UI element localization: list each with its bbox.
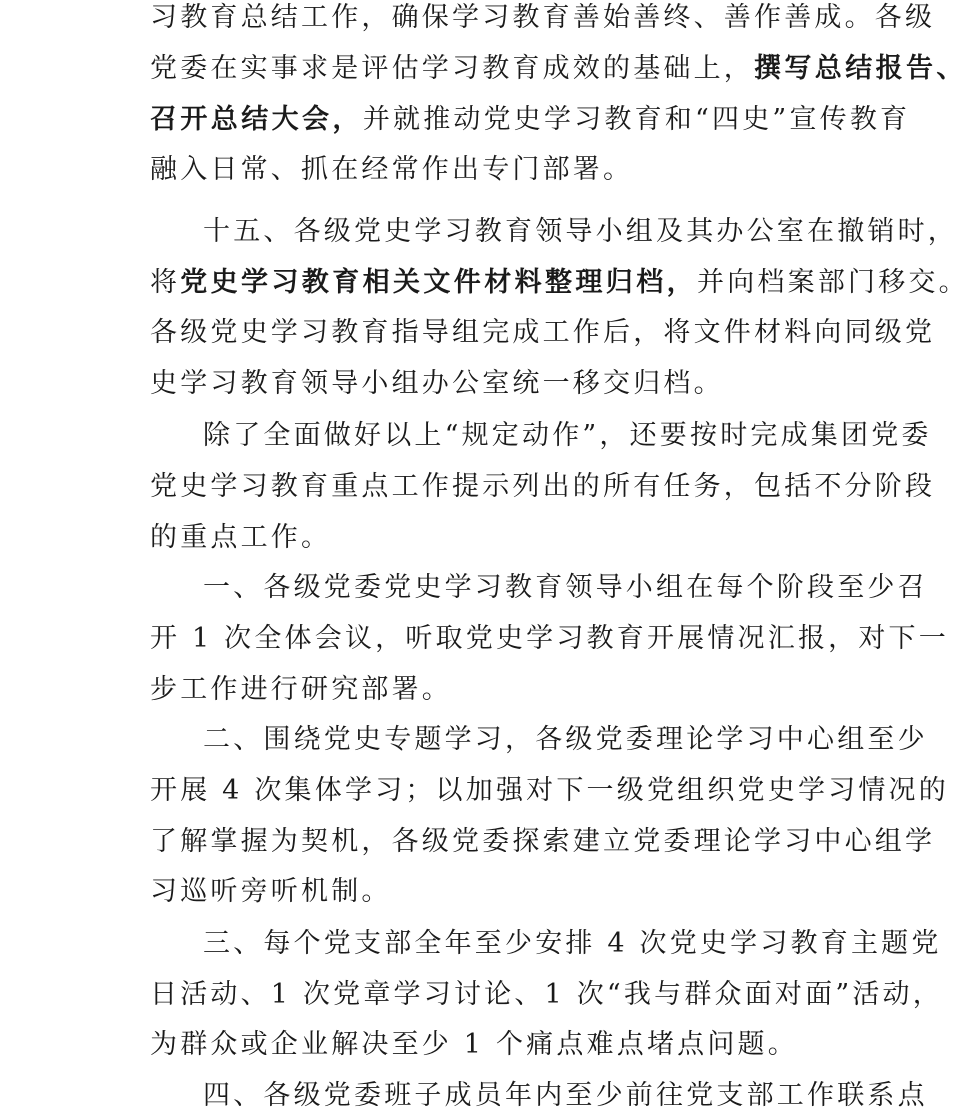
bold-text-run: 召开总结大会， xyxy=(150,104,363,135)
text-run: 了解掌握为契机，各级党委探索建立党委理论学习中心组学 xyxy=(150,826,936,857)
paragraph-line xyxy=(150,771,949,811)
paragraph-line xyxy=(150,364,724,404)
text-run: 将 xyxy=(150,267,181,298)
text-run: 各级党史学习教育指导组完成工作后，将文件材料向同级党 xyxy=(150,317,936,348)
paragraph-line xyxy=(150,100,910,140)
text-run: 十五、各级党史学习教育领导小组及其办公室在撤销时， xyxy=(203,216,958,247)
paragraph-line xyxy=(203,1076,928,1116)
bold-text-run: 党史学习教育相关文件材料整理归档， xyxy=(180,267,698,298)
paragraph-line xyxy=(150,1025,798,1065)
paragraph-line xyxy=(150,670,452,710)
text-run: 开展 4 次集体学习；以加强对下一级党组织党史学习情况的 xyxy=(150,775,949,806)
text-run: 三、每个党支部全年至少安排 4 次党史学习教育主题党 xyxy=(203,928,942,959)
text-run: 习巡听旁听机制。 xyxy=(150,876,392,907)
paragraph-line xyxy=(150,975,943,1015)
paragraph-line xyxy=(203,924,942,964)
text-run: 党史学习教育重点工作提示列出的所有任务，包括不分阶段 xyxy=(150,471,936,502)
text-run: 为群众或企业解决至少 1 个痛点难点堵点问题。 xyxy=(150,1029,798,1060)
paragraph-line xyxy=(203,568,928,608)
paragraph-line xyxy=(150,467,935,507)
text-run: 并就推动党史学习教育和“四史”宣传教育 xyxy=(362,104,911,135)
paragraph-line xyxy=(150,49,967,89)
paragraph-line xyxy=(203,416,932,456)
text-run: 四、各级党委班子成员年内至少前往党支部工作联系点 xyxy=(203,1080,928,1111)
text-run: 的重点工作。 xyxy=(150,522,332,553)
text-run: 党委在实事求是评估学习教育成效的基础上， xyxy=(150,53,754,84)
paragraph-line xyxy=(150,872,392,912)
text-run: 并向档案部门移交。 xyxy=(697,267,969,298)
paragraph-line xyxy=(150,263,969,303)
paragraph-line xyxy=(150,313,935,353)
text-run: 日活动、1 次党章学习讨论、1 次“我与群众面对面”活动， xyxy=(150,979,943,1010)
text-run: 除了全面做好以上“规定动作”，还要按时完成集团党委 xyxy=(203,420,932,451)
paragraph-line xyxy=(150,619,949,659)
text-run: 二、围绕党史专题学习，各级党委理论学习中心组至少 xyxy=(203,724,928,755)
paragraph-line xyxy=(150,518,331,558)
text-run: 一、各级党委党史学习教育领导小组在每个阶段至少召 xyxy=(203,572,928,603)
paragraph-line xyxy=(150,822,935,862)
text-run: 步工作进行研究部署。 xyxy=(150,674,452,705)
paragraph-line xyxy=(150,0,935,38)
text-run: 融入日常、抓在经常作出专门部署。 xyxy=(150,154,634,185)
text-run: 开 1 次全体会议，听取党史学习教育开展情况汇报，对下一 xyxy=(150,623,949,654)
text-run: 习教育总结工作，确保学习教育善始善终、善作善成。各级 xyxy=(150,2,936,33)
paragraph-line xyxy=(203,720,928,760)
text-run: 史学习教育领导小组办公室统一移交归档。 xyxy=(150,368,724,399)
paragraph-line xyxy=(150,150,633,190)
paragraph-line xyxy=(203,212,958,252)
bold-text-run: 撰写总结报告、 xyxy=(754,53,967,84)
